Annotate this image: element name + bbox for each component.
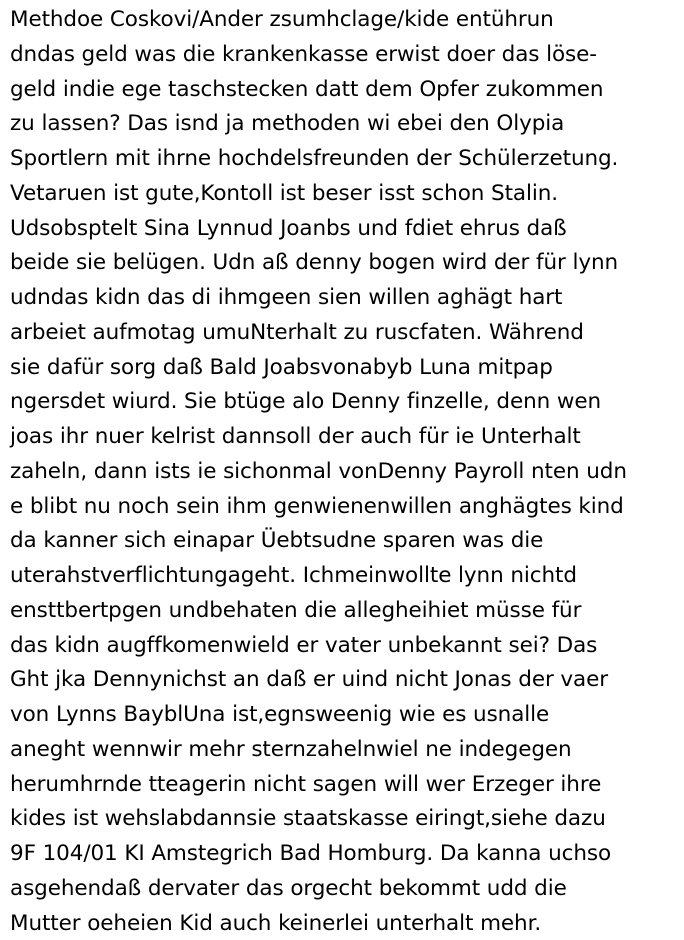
text-line: Methdoe Coskovi/Ander zsumhclage/kide entührun bbox=[10, 7, 554, 32]
text-line: uterahstverflichtungageht. Ichmeinwollte lynn nichtd bbox=[10, 563, 577, 588]
text-line: joas ihr nuer kelrist dannsoll der auch für ie Unterhalt bbox=[10, 424, 581, 449]
text-line: asgehendaß dervater das orgecht bekommt udd die bbox=[10, 875, 567, 901]
text-line: arbeiet aufmotag umuNterhalt zu ruscfaten. Während bbox=[10, 319, 584, 345]
text-line: Sportlern mit ihrne hochdelsfreunden der Schülerzetung. bbox=[10, 146, 619, 171]
text-line: zaheln, dann ists ie sichonmal vonDenny Payroll nten udn bbox=[10, 458, 627, 484]
text-line: udndas kidn das di ihmgeen sien willen aghägt hart bbox=[10, 285, 563, 310]
text-line: Ght jka Dennynichst an daß er uind nicht Jonas der vaer bbox=[10, 667, 608, 693]
text-line: beide sie belügen. Udn aß denny bogen wird der für lynn bbox=[10, 250, 619, 276]
text-line: da kanner sich einapar Üebtsudne sparen was die bbox=[10, 528, 544, 554]
text-line: 9F 104/01 KI Amstegrich Bad Homburg. Da kanna uchso bbox=[10, 841, 612, 866]
text-line: von Lynns BayblUna ist,egnsweenig wie es usnalle bbox=[10, 702, 550, 727]
text-line: e blibt nu noch sein ihm genwienenwillen anghägtes kind bbox=[10, 493, 624, 519]
text-line: Udsobsptelt Sina Lynnud Joanbs und fdiet ehrus daß bbox=[10, 215, 567, 241]
text-line: Vetaruen ist gute,Kontoll ist beser isst schon Stalin. bbox=[10, 180, 558, 206]
text-line: herumhrnde tteagerin nicht sagen will wer Erzeger ihre bbox=[10, 771, 602, 797]
text-line: kides ist wehslabdannsie staatskasse eiringt,siehe dazu bbox=[10, 806, 606, 832]
text-line: sie dafür sorg daß Bald Joabsvonabyb Luna mitpap bbox=[10, 354, 553, 380]
document-text bbox=[10, 3, 680, 940]
text-line: Mutter oeheien Kid auch keinerlei unterhalt mehr. bbox=[10, 910, 542, 936]
text-line: das kidn augffkomenwield er vater unbekannt sei? Das bbox=[10, 632, 598, 658]
text-line: ensttbertpgen undbehaten die allegheihiet müsse für bbox=[10, 597, 582, 623]
text-line: aneght wennwir mehr sternzahelnwiel ne indegegen bbox=[10, 736, 572, 762]
text-line: dndas geld was die krankenkasse erwist doer das löse- bbox=[10, 41, 597, 67]
text-line: zu lassen? Das isnd ja methoden wi ebei den Olypia bbox=[10, 111, 565, 137]
text-line: ngersdet wiurd. Sie btüge alo Denny finzelle, denn wen bbox=[10, 389, 601, 415]
text-line: geld indie ege taschstecken datt dem Opfer zukommen bbox=[10, 76, 604, 102]
